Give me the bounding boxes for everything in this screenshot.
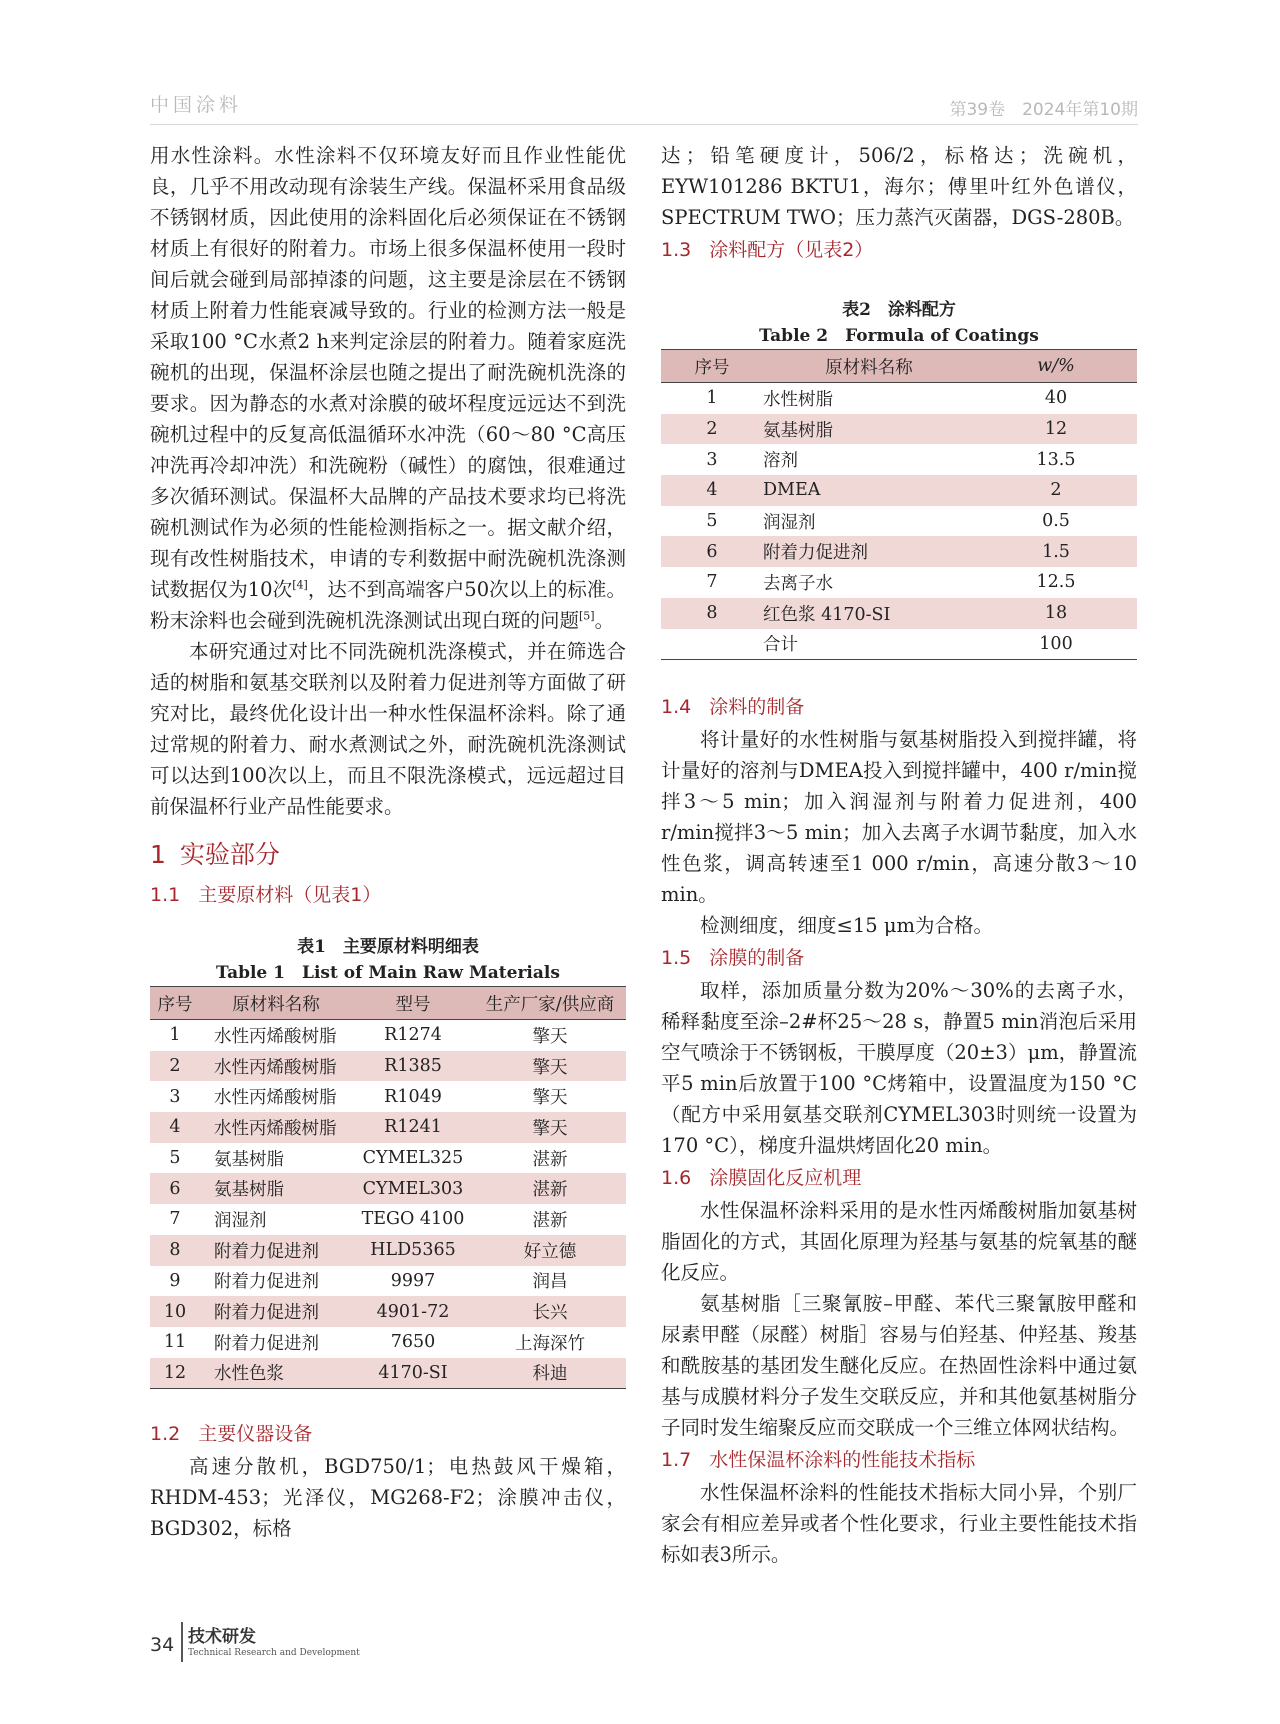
table-cell: 水性树脂 bbox=[763, 389, 833, 410]
table-cell: 6 bbox=[150, 1173, 200, 1204]
table-cell: 40 bbox=[1044, 388, 1068, 409]
table-cell: 擎天 bbox=[474, 1112, 626, 1143]
table-cell: 水性色浆 bbox=[200, 1358, 352, 1389]
paragraph-intro: 用水性涂料。水性涂料不仅环境友好而且作业性能优良，几乎不用改动现有涂装生产线。保温杯采用食品级不锈钢材质，因此使用的涂料固化后必须保证在不锈钢材质上有很好的附着力。市场上很多保温杯使用一段时间后就会碰到局部掉漆的问题，这主要是涂层在不锈钢材质上附着力性能衰减导致的。行业的检测方法一般是采取100 °C水煮2 h来判定涂层的附着力。随着家庭洗碗机的出现，保温杯涂层也随之提出了耐洗碗机洗涤的要求。因为静态的水煮对涂膜的破坏程度远远达不到洗碗机过程中的反复高低温循环水冲洗（60～80 °C高压冲洗再冷却冲洗）和洗碗粉（碱性）的腐蚀，很难通过多次循环测试。保温杯大品牌的产品技术要求均已将洗碗机测试作为必须的性能检测指标之一。据文献介绍，现有改性树脂技术，申请的专利数据中耐洗碗机洗涤测试数据仅为10次[4]，达不到高端客户50次以上的标准。粉末涂料也会碰到洗碗机洗涤测试出现白斑的问题[5]。 bbox=[150, 144, 626, 632]
paragraph-mechanism-b: 氨基树脂［三聚氰胺–甲醛、苯代三聚氰胺甲醛和尿素甲醛（尿醛）树脂］容易与伯羟基、仲羟基、羧基和酰胺基的基团发生醚化反应。在热固性涂料中通过氨基与成膜材料分子发生交联反应，并和其他氨基树脂分子同时发生缩聚反应而交联成一个三维立体网状结构。 bbox=[661, 1292, 1137, 1440]
citation-4[interactable]: [4] bbox=[292, 578, 308, 592]
table2-caption-en: Table 2 Formula of Coatings bbox=[759, 326, 1039, 346]
table-cell: 4 bbox=[661, 475, 763, 506]
subsection-heading-specs: 1.7 水性保温杯涂料的性能技术指标 bbox=[661, 1449, 976, 1472]
table-row bbox=[150, 1143, 626, 1174]
table-cell: 12 bbox=[975, 414, 1137, 445]
table-cell: 4170-SI bbox=[352, 1358, 474, 1389]
subsection-heading-materials: 1.1 主要原材料（见表1） bbox=[150, 884, 382, 906]
table-cell: 7 bbox=[706, 572, 718, 593]
table2-header: w/% bbox=[975, 350, 1137, 383]
subsection-heading-mechanism: 1.6 涂膜固化反应机理 bbox=[661, 1167, 862, 1190]
table-cell: 湛新 bbox=[532, 1210, 568, 1231]
table-cell: HLD5365 bbox=[352, 1235, 474, 1266]
table-row bbox=[150, 1327, 626, 1358]
table-row bbox=[150, 1051, 626, 1082]
table-cell: 附着力促进剂 bbox=[200, 1296, 352, 1327]
table-row bbox=[150, 1173, 626, 1204]
table1-caption-cn: 表1 主要原材料明细表 bbox=[297, 937, 479, 957]
table-cell: 擎天 bbox=[532, 1026, 568, 1047]
footer-section-cn: 技术研发 bbox=[188, 1627, 256, 1647]
table-cell: 水性丙烯酸树脂 bbox=[214, 1026, 337, 1047]
header-divider bbox=[150, 124, 1138, 125]
section-heading-experiment: 1 实验部分 bbox=[150, 840, 280, 869]
table-cell: CYMEL303 bbox=[352, 1173, 474, 1204]
paragraph-instruments-cont: 达；铅笔硬度计，506/2，标格达；洗碗机，EYW101286 BKTU1，海尔；傅里叶红外色谱仪，SPECTRUM TWO；压力蒸汽灭菌器，DGS-280B。 bbox=[661, 144, 1137, 229]
subsection-heading-formula: 1.3 涂料配方（见表2） bbox=[661, 239, 874, 261]
page-number: 34 bbox=[150, 1634, 175, 1656]
table-row bbox=[150, 1358, 626, 1389]
table-cell: 4 bbox=[150, 1112, 200, 1143]
table-cell: 7 bbox=[169, 1209, 181, 1230]
table-cell bbox=[661, 629, 763, 660]
table-row bbox=[150, 1081, 626, 1112]
table-row bbox=[661, 598, 1137, 629]
table-cell: 去离子水 bbox=[763, 573, 833, 594]
table1-header-row bbox=[150, 987, 626, 1020]
table-cell: 9997 bbox=[390, 1270, 436, 1291]
table-cell: DMEA bbox=[763, 475, 975, 506]
table-cell: 1.5 bbox=[975, 536, 1137, 567]
table-cell: 合计 bbox=[763, 629, 975, 660]
table2 bbox=[661, 349, 1137, 660]
left-column bbox=[150, 140, 626, 1544]
table-cell: 润湿剂 bbox=[214, 1210, 267, 1231]
table-row bbox=[150, 1020, 626, 1051]
table-cell: 5 bbox=[169, 1148, 181, 1169]
table-cell: 上海深竹 bbox=[515, 1333, 585, 1354]
table-cell: 水性丙烯酸树脂 bbox=[200, 1051, 352, 1082]
right-column bbox=[661, 140, 1137, 1570]
table-cell: 附着力促进剂 bbox=[763, 536, 975, 567]
table-cell: 红色浆 4170-SI bbox=[763, 598, 975, 629]
table-cell: R1274 bbox=[384, 1025, 442, 1046]
table-cell: 附着力促进剂 bbox=[214, 1272, 319, 1293]
issue-info: 第39卷 2024年第10期 bbox=[949, 100, 1138, 120]
table1 bbox=[150, 986, 626, 1389]
table-cell: 5 bbox=[706, 511, 718, 532]
table-cell: 4901-72 bbox=[352, 1296, 474, 1327]
table-cell: R1385 bbox=[352, 1051, 474, 1082]
table-cell: 附着力促进剂 bbox=[200, 1235, 352, 1266]
paragraph-preparation: 将计量好的水性树脂与氨基树脂投入到搅拌罐，将计量好的溶剂与DMEA投入到搅拌罐中，400 r/min搅拌3～5 min；加入润湿剂与附着力促进剂，400 r/min搅拌3～5 min；加入去离子水调节黏度，加入水性色浆，调高转速至1 000 r/min，高速分散3～10 min。 bbox=[661, 728, 1137, 907]
table-cell: 7650 bbox=[390, 1332, 436, 1353]
footer-section-en: Technical Research and Development bbox=[188, 1648, 360, 1658]
table-cell: 2 bbox=[661, 414, 763, 445]
table-cell: 擎天 bbox=[474, 1051, 626, 1082]
table-cell: 氨基树脂 bbox=[763, 414, 975, 445]
table-cell: 0.5 bbox=[1042, 511, 1070, 532]
table-row bbox=[661, 444, 1137, 475]
table-cell: 好立德 bbox=[474, 1235, 626, 1266]
table-cell: 11 bbox=[163, 1332, 187, 1353]
table-cell: 润湿剂 bbox=[763, 512, 816, 533]
table1-header: 生产厂家/供应商 bbox=[474, 987, 626, 1020]
table-cell: 氨基树脂 bbox=[200, 1173, 352, 1204]
table1-header: 序号 bbox=[150, 987, 200, 1020]
table-cell: 3 bbox=[706, 449, 718, 470]
table-row bbox=[150, 1112, 626, 1143]
table-cell: R1049 bbox=[384, 1086, 442, 1107]
table1-header: 原材料名称 bbox=[200, 987, 352, 1020]
journal-name: 中国涂料 bbox=[150, 94, 243, 116]
table-row bbox=[150, 1235, 626, 1266]
table-cell: 12 bbox=[150, 1358, 200, 1389]
table-cell: 3 bbox=[169, 1086, 181, 1107]
subsection-heading-instruments: 1.2 主要仪器设备 bbox=[150, 1423, 313, 1446]
table-cell: 8 bbox=[150, 1235, 200, 1266]
table-cell: 8 bbox=[661, 598, 763, 629]
subsection-heading-preparation: 1.4 涂料的制备 bbox=[661, 696, 805, 719]
table-cell: 2 bbox=[975, 475, 1137, 506]
table-cell: 2 bbox=[150, 1051, 200, 1082]
table-row bbox=[661, 567, 1137, 598]
paragraph-instruments: 高速分散机，BGD750/1；电热鼓风干燥箱，RHDM-453；光泽仪，MG268-F2；涂膜冲击仪，BGD302，标格 bbox=[150, 1455, 626, 1541]
table-cell: 13.5 bbox=[1036, 449, 1076, 470]
footer-divider bbox=[181, 1622, 183, 1662]
table-cell: 18 bbox=[975, 598, 1137, 629]
table-cell: TEGO 4100 bbox=[361, 1209, 465, 1230]
paragraph-film: 取样，添加质量分数为20%～30%的去离子水，稀释黏度至涂–2#杯25～28 s，静置5 min消泡后采用空气喷涂于不锈钢板，干膜厚度（20±3）μm，静置流平5 min后放置于100 °C烤箱中，设置温度为150 °C（配方中采用氨基交联剂CYMEL303时则统一设置为170 °C），梯度升温烘烤固化20 min。 bbox=[661, 979, 1137, 1158]
table-row bbox=[150, 1204, 626, 1235]
table-cell: 100 bbox=[975, 629, 1137, 660]
table-cell: 氨基树脂 bbox=[214, 1149, 284, 1170]
table1-caption-en: Table 1 List of Main Raw Materials bbox=[216, 963, 560, 983]
table-row bbox=[661, 383, 1137, 414]
paragraph-mechanism-a: 水性保温杯涂料采用的是水性丙烯酸树脂加氨基树脂固化的方式，其固化原理为羟基与氨基的烷氧基的醚化反应。 bbox=[661, 1199, 1137, 1285]
table-cell: 溶剂 bbox=[763, 451, 798, 472]
table-cell: 湛新 bbox=[474, 1173, 626, 1204]
table1-header: 型号 bbox=[352, 987, 474, 1020]
table2-header: 原材料名称 bbox=[763, 350, 975, 383]
table-cell: 1 bbox=[169, 1025, 181, 1046]
table-cell: 水性丙烯酸树脂 bbox=[200, 1112, 352, 1143]
table-cell: CYMEL325 bbox=[362, 1148, 464, 1169]
subsection-heading-film: 1.5 涂膜的制备 bbox=[661, 947, 805, 970]
table-cell: 擎天 bbox=[532, 1088, 568, 1109]
table-cell: R1241 bbox=[352, 1112, 474, 1143]
table-row bbox=[661, 536, 1137, 567]
table2-header-row bbox=[661, 350, 1137, 383]
table-cell: 科迪 bbox=[474, 1358, 626, 1389]
table-row bbox=[661, 475, 1137, 506]
table-row bbox=[150, 1296, 626, 1327]
table-row bbox=[150, 1266, 626, 1297]
table-cell: 9 bbox=[169, 1270, 181, 1291]
table-row-total bbox=[661, 629, 1137, 660]
table-cell: 长兴 bbox=[474, 1296, 626, 1327]
table-cell: 6 bbox=[661, 536, 763, 567]
table-row bbox=[661, 414, 1137, 445]
table-cell: 12.5 bbox=[1036, 572, 1076, 593]
table-cell: 水性丙烯酸树脂 bbox=[214, 1088, 337, 1109]
paragraph-specs: 水性保温杯涂料的性能技术指标大同小异，个别厂家会有相应差异或者个性化要求，行业主要性能技术指标如表3所示。 bbox=[661, 1481, 1137, 1567]
citation-5[interactable]: [5] bbox=[579, 609, 595, 623]
table-cell: 10 bbox=[150, 1296, 200, 1327]
table-cell: 湛新 bbox=[532, 1149, 568, 1170]
table-cell: 附着力促进剂 bbox=[214, 1333, 319, 1354]
paragraph-fineness: 检测细度，细度≤15 μm为合格。 bbox=[700, 914, 994, 938]
table2-caption-cn: 表2 涂料配方 bbox=[842, 300, 956, 320]
table-cell: 1 bbox=[706, 388, 718, 409]
paragraph-study: 本研究通过对比不同洗碗机洗涤模式，并在筛选合适的树脂和氨基交联剂以及附着力促进剂等方面做了研究对比，最终优化设计出一种水性保温杯涂料。除了通过常规的附着力、耐水煮测试之外，耐洗碗机洗涤测试可以达到100次以上，而且不限洗涤模式，远远超过目前保温杯行业产品性能要求。 bbox=[150, 640, 626, 818]
table-row bbox=[661, 506, 1137, 537]
table2-header: 序号 bbox=[661, 350, 763, 383]
table-cell: 润昌 bbox=[532, 1272, 568, 1293]
